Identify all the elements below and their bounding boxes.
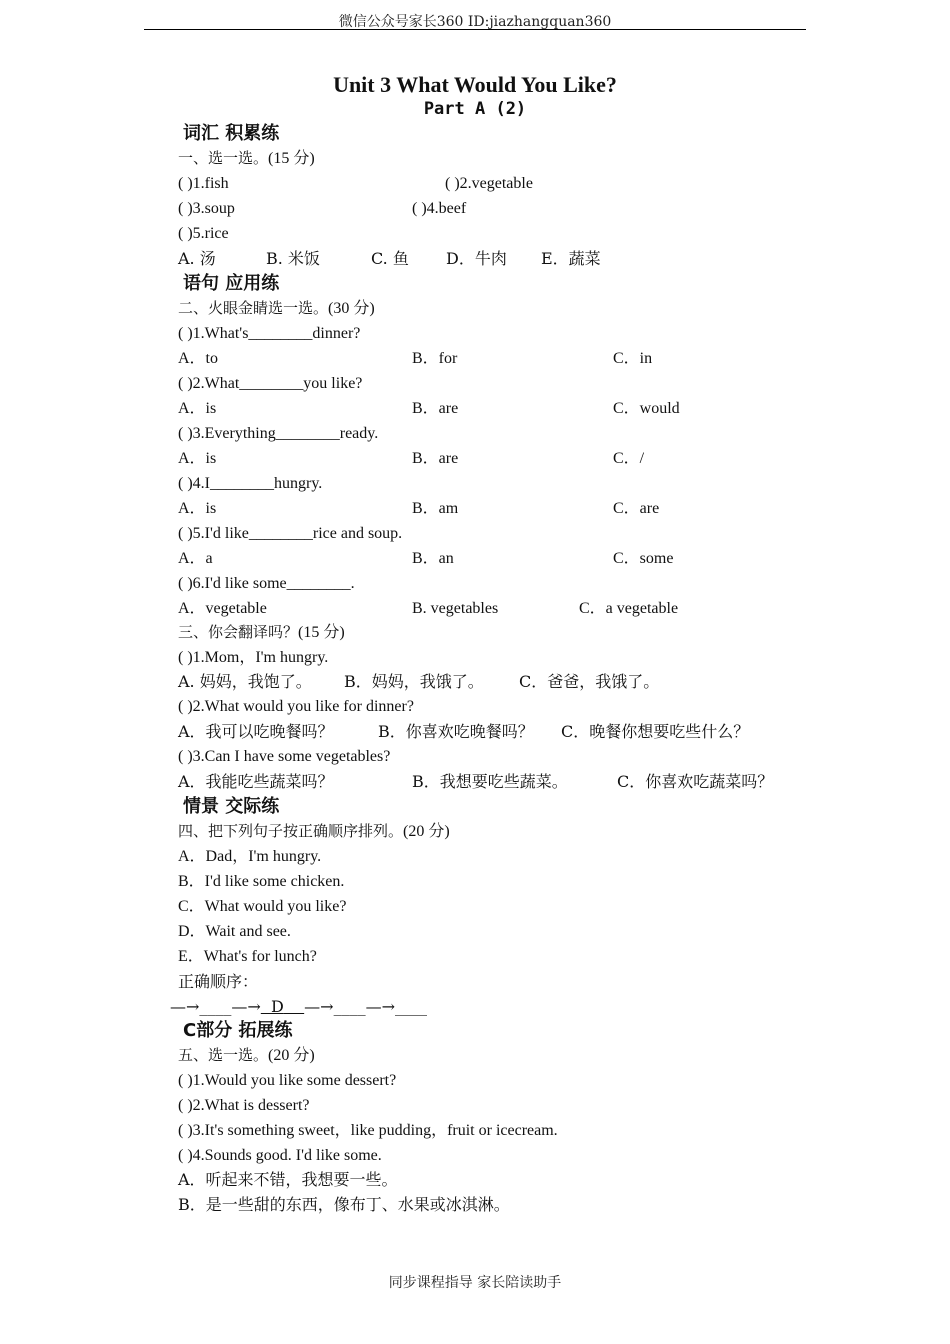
part5-question: ( )3.It's something sweet，like pudding，fruit or icecream.: [178, 1122, 558, 1139]
part2-question: ( )3.Everything________ready.: [178, 425, 379, 442]
part2-option-c: C．would: [613, 400, 680, 417]
part4-item: B．I'd like some chicken.: [178, 873, 345, 890]
part3-option-b: B．你喜欢吃晚餐吗？: [378, 722, 534, 741]
page-subtitle: Part A (2): [423, 99, 527, 119]
part5-question: ( )4.Sounds good. I'd like some.: [178, 1147, 382, 1164]
order-blank: ____: [333, 997, 366, 1016]
part1-q4: ( )4.beef: [412, 200, 467, 217]
order-arrow: —→: [170, 997, 200, 1016]
part2-option-b: B. vegetables: [412, 600, 499, 617]
order-arrow: —→: [365, 997, 395, 1016]
part2-question: ( )6.I'd like some________.: [178, 575, 355, 592]
part3-option-c: C．你喜欢吃蔬菜吗？: [617, 772, 774, 791]
part1-option-c: C. 鱼: [371, 249, 409, 268]
part2-option-a: A．is: [178, 400, 217, 417]
part2-option-b: B．am: [412, 500, 459, 517]
order-sequence: [170, 994, 427, 1019]
part2-option-c: C．in: [613, 350, 653, 367]
part3-heading: 三、你会翻译吗？(15 分): [178, 623, 345, 641]
part2-option-c: C．some: [613, 550, 674, 567]
part1-q3: ( )3.soup: [178, 200, 235, 217]
part2-option-a: A．a: [178, 550, 213, 567]
part2-option-a: A．vegetable: [178, 600, 267, 617]
part3-option-a: A. 妈妈，我饱了。: [178, 672, 312, 691]
part5-question: ( )1.Would you like some dessert?: [178, 1072, 397, 1089]
part5-option: B．是一些甜的东西，像布丁、水果或冰淇淋。: [178, 1195, 510, 1214]
part2-option-c: C．/: [613, 450, 645, 467]
part4-item: C．What would you like?: [178, 898, 347, 915]
order-arrow: —→: [304, 997, 334, 1016]
part2-question: ( )5.I'd like________rice and soup.: [178, 525, 403, 542]
section-extension: C部分 拓展练: [183, 1020, 293, 1041]
part3-question: ( )3.Can I have some vegetables?: [178, 748, 391, 765]
part3-option-b: B．妈妈，我饿了。: [344, 672, 484, 691]
part2-option-b: B．are: [412, 450, 459, 467]
part1-option-e: E．蔬菜: [541, 249, 601, 268]
part3-question: ( )1.Mom，I'm hungry.: [178, 649, 329, 666]
order-blank: ____: [199, 997, 232, 1016]
part4-item: A．Dad，I'm hungry.: [178, 848, 322, 865]
part2-heading: 二、火眼金睛选一选。(30 分): [178, 299, 375, 317]
page-header: 微信公众号家长360 ID:jiazhangquan360: [338, 14, 612, 30]
part1-option-b: B. 米饭: [266, 249, 320, 268]
part2-option-c: C．a vegetable: [579, 600, 679, 617]
part2-option-c: C．are: [613, 500, 660, 517]
part4-item: E．What's for lunch?: [178, 948, 317, 965]
order-label: 正确顺序：: [178, 972, 259, 991]
order-given: D: [270, 997, 284, 1016]
header-divider: [144, 29, 806, 30]
part3-option-a: A．我可以吃晚餐吗？: [178, 722, 334, 741]
part2-option-a: A．to: [178, 350, 219, 367]
part3-option-c: C．爸爸，我饿了。: [519, 672, 660, 691]
part1-q1: ( )1.fish: [178, 175, 229, 192]
part1-option-d: D．牛肉: [446, 249, 507, 268]
part1-q2: ( )2.vegetable: [445, 175, 533, 192]
part3-option-b: B．我想要吃些蔬菜。: [412, 772, 568, 791]
part2-option-b: B．are: [412, 400, 459, 417]
part4-item: D．Wait and see.: [178, 923, 291, 940]
part5-option: A．听起来不错，我想要一些。: [178, 1170, 398, 1189]
part2-question: ( )2.What________you like?: [178, 375, 363, 392]
order-blank: ____: [394, 997, 427, 1016]
section-communication: 情景 交际练: [183, 796, 280, 817]
part1-q5: ( )5.rice: [178, 225, 229, 242]
part2-option-a: A．is: [178, 500, 217, 517]
part2-question: ( )4.I________hungry.: [178, 475, 323, 492]
part3-option-c: C．晚餐你想要吃些什么？: [561, 722, 750, 741]
part2-option-b: B．an: [412, 550, 454, 567]
page-footer: 同步课程指导 家长陪读助手: [388, 1275, 562, 1291]
section-sentences: 语句 应用练: [183, 273, 280, 294]
part5-question: ( )2.What is dessert?: [178, 1097, 310, 1114]
part4-heading: 四、把下列句子按正确顺序排列。(20 分): [178, 822, 450, 840]
part1-heading: 一、选一选。(15 分): [178, 149, 315, 167]
part3-option-a: A．我能吃些蔬菜吗？: [178, 772, 334, 791]
part2-option-b: B．for: [412, 350, 458, 367]
section-vocab: 词汇 积累练: [183, 123, 280, 144]
page-title: Unit 3 What Would You Like?: [333, 72, 617, 97]
part3-question: ( )2.What would you like for dinner?: [178, 698, 414, 715]
part1-option-a: A. 汤: [178, 249, 216, 268]
part2-question: ( )1.What's________dinner?: [178, 325, 361, 342]
part2-option-a: A．is: [178, 450, 217, 467]
order-arrow: —→: [231, 997, 261, 1016]
part5-heading: 五、选一选。(20 分): [178, 1046, 315, 1064]
